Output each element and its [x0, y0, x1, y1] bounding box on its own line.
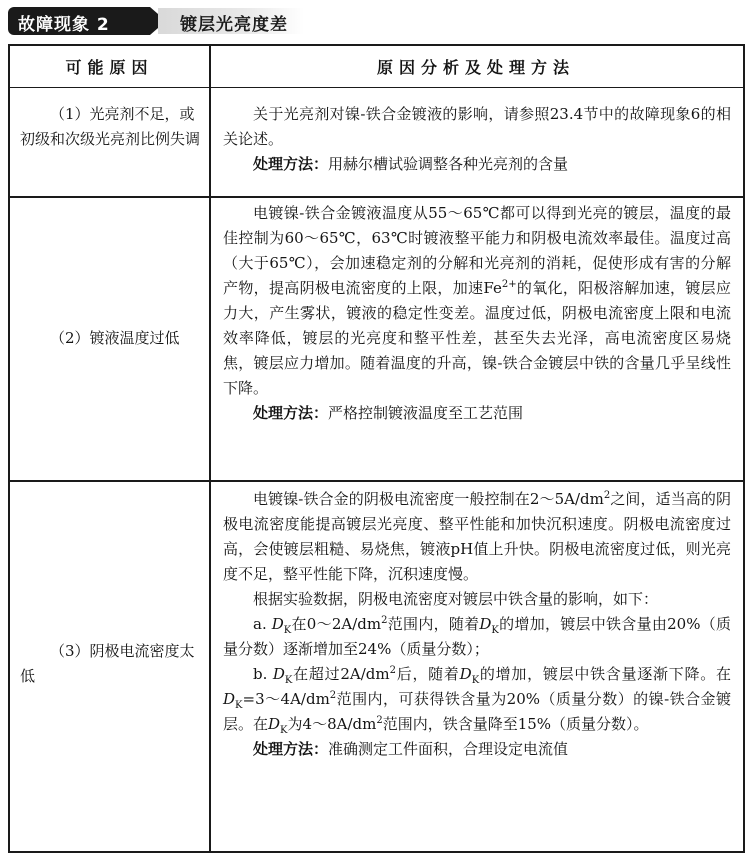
row2-cause: （2）镀液温度过低: [50, 329, 180, 347]
row3-para1: 电镀镍-铁合金的阴极电流密度一般控制在$2\sim 5A/dm^2$之间，适当高的阴极电流密度能提高镀层光亮度、整平性能和加快沉积速度。阴极电流密度过高，会使镀层粗糙、易烧焦，镀液pH值上升快。阴极电流密度过低，则光亮度不足，整平性能下降，沉积速度慢。: [223, 490, 731, 583]
fault-title: 镀层光亮度差: [180, 15, 288, 35]
row3-cause-cell: [10, 639, 209, 689]
row3-item-b: b. $D_K$在超过$2A/dm^2$后，随着$D_K$的增加，镀层中铁含量逐渐下降。在$D_K=3\sim 4A/dm^2$范围内，可获得铁含量为20%（质量分数）的镍-铁合金镀层。在$D_K$为$4\sim 8A/dm^2$范围内，铁含量降至15%（质量分数）。: [223, 665, 731, 736]
row2-cause-cell: [10, 326, 209, 351]
row1-cause-cell: [10, 102, 209, 152]
row2-method: [223, 401, 731, 426]
row-divider: [10, 196, 743, 198]
fault-table: [8, 44, 745, 853]
row1-method: [223, 152, 731, 177]
row1-method-label: 处理方法：: [253, 155, 329, 173]
row3-method: [223, 737, 731, 762]
row2-method-text: 严格控制镀液温度至工艺范围: [328, 404, 524, 422]
row3-cause: （3）阴极电流密度太低: [20, 642, 195, 685]
row3-method-text: 准确测定工件面积，合理设定电流值: [328, 740, 569, 758]
row2-analysis: 电镀镍-铁合金镀液温度从55～65℃都可以得到光亮的镀层，温度的最佳控制为60～65℃，63℃时镀液整平能力和阴极电流效率最佳。温度过高（大于65℃），会加速稳定剂的分解和光亮剂的消耗，促使形成有害的分解产物，提高阴极电流密度的上限，加速$Fe^{2+}$的氧化，阳极溶解加速，镀层应力大，产生雾状，镀液的稳定性变差。温度过低，阴极电流密度上限和电流效率降低，镀层的光亮度和整平性差，甚至失去光泽，高电流密度区易烧焦，镀层应力增加。随着温度的升高，镍-铁合金镀层中铁的含量几乎呈线性下降。: [223, 204, 731, 397]
row1-analysis: 关于光亮剂对镍-铁合金镀液的影响，请参照23.4节中的故障现象6的相关论述。: [223, 105, 731, 148]
row2-method-label: 处理方法：: [253, 404, 329, 422]
row3-para2: 根据实验数据，阴极电流密度对镀层中铁含量的影响，如下：: [253, 590, 659, 608]
col-header-cause: 可能原因: [65, 58, 154, 77]
row1-method-text: 用赫尔槽试验调整各种光亮剂的含量: [328, 155, 569, 173]
row1-analysis-cell: [211, 102, 743, 177]
row-divider: [10, 480, 743, 482]
section-tab: [8, 7, 308, 35]
col-header-analysis: 原因分析及处理方法: [376, 58, 575, 77]
row3-method-label: 处理方法：: [253, 740, 329, 758]
row3-analysis-cell: [211, 487, 743, 762]
row1-cause: （1）光亮剂不足，或初级和次级光亮剂比例失调: [20, 105, 201, 148]
fault-label: 故障现象 2: [18, 15, 110, 35]
table-header: [10, 46, 743, 88]
row2-analysis-cell: [211, 201, 743, 426]
row3-item-a: a. $D_K$在$0\sim 2A/dm^2$范围内，随着$D_K$的增加，镀层中铁含量由20%（质量分数）逐渐增加至24%（质量分数）；: [223, 615, 731, 658]
